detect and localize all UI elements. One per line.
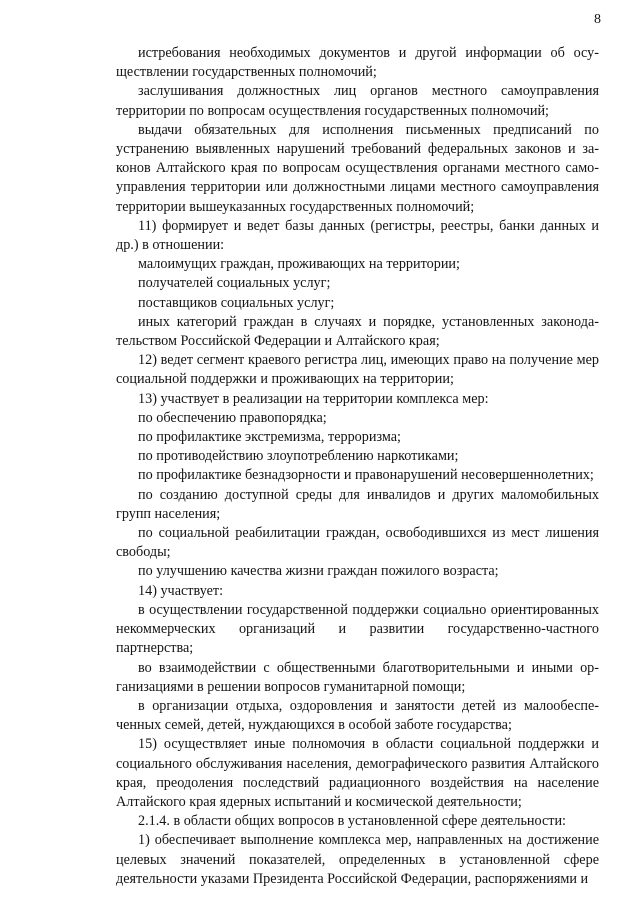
paragraph: иных категорий граждан в случаях и порядке, установленных законодательством Российской Федерации и Алтайского края; bbox=[116, 313, 599, 350]
paragraph: в организации отдыха, оздоровления и занятости детей из малообеспеченных семей, детей, нуждающихся в особой заботе государства; bbox=[116, 697, 599, 734]
paragraph: 11) формирует и ведет базы данных (регистры, реестры, банки данных и др.) в отношении: bbox=[116, 217, 599, 254]
paragraph: по социальной реабилитации граждан, освободившихся из мест лишения свободы; bbox=[116, 525, 599, 561]
paragraph: 15) осуществляет иные полномочия в области социальной поддержки и социального обслуживания населения, демографического развития Алтайского края, преодоления последствий радиационного воздействия на население Алтайского края ядерных испытаний и космической деятельности; bbox=[116, 736, 599, 810]
paragraph: истребования необходимых документов и другой информации об осуществлении государственных полномочий; bbox=[116, 45, 599, 81]
page-number: 8 bbox=[594, 12, 601, 27]
paragraph: по улучшению качества жизни граждан пожилого возраста; bbox=[138, 563, 499, 580]
paragraph: 14) участвует: bbox=[138, 582, 224, 599]
paragraph: по созданию доступной среды для инвалидов и других маломобильных групп населения; bbox=[116, 486, 599, 522]
paragraph: заслушивания должностных лиц органов местного самоуправления территории по вопросам осуществления государственных полномочий; bbox=[116, 83, 599, 119]
paragraph: малоимущих граждан, проживающих на территории; bbox=[138, 256, 460, 273]
document-body bbox=[116, 44, 599, 889]
paragraph: по противодействию злоупотреблению наркотиками; bbox=[138, 448, 459, 465]
paragraph: в осуществлении государственной поддержки социально ориентированных некоммерческих организаций и развитии государственно-частного партнерства; bbox=[116, 601, 599, 657]
paragraph: по профилактике экстремизма, терроризма; bbox=[138, 429, 401, 446]
paragraph: по обеспечению правопорядка; bbox=[138, 409, 327, 426]
paragraph: выдачи обязательных для исполнения письменных предписаний по устранению выявленных нарушений требований федеральных законов и законов Алтайского края по вопросам осуществления органами местного самоуправления территории или должностными лицами местного самоуправления территории вышеуказанных государственных полномочий; bbox=[116, 121, 599, 215]
paragraph: 12) ведет сегмент краевого регистра лиц, имеющих право на получение мер социальной поддержки и проживающих на территории; bbox=[116, 352, 599, 388]
paragraph: 13) участвует в реализации на территории комплекса мер: bbox=[138, 390, 489, 407]
paragraph: получателей социальных услуг; bbox=[138, 275, 331, 292]
paragraph: 1) обеспечивает выполнение комплекса мер, направленных на достижение целевых значений показателей, определенных в установленной сфере деятельности указами Президента Российской Федерации, распоряжениями и bbox=[116, 832, 599, 887]
paragraph: по профилактике безнадзорности и правонарушений несовершеннолетних; bbox=[138, 467, 594, 484]
paragraph: поставщиков социальных услуг; bbox=[138, 294, 335, 311]
paragraph: 2.1.4. в области общих вопросов в установленной сфере деятельности: bbox=[138, 813, 566, 830]
paragraph: во взаимодействии с общественными благотворительными и иными организациями в решении вопросов гуманитарной помощи; bbox=[116, 659, 599, 695]
